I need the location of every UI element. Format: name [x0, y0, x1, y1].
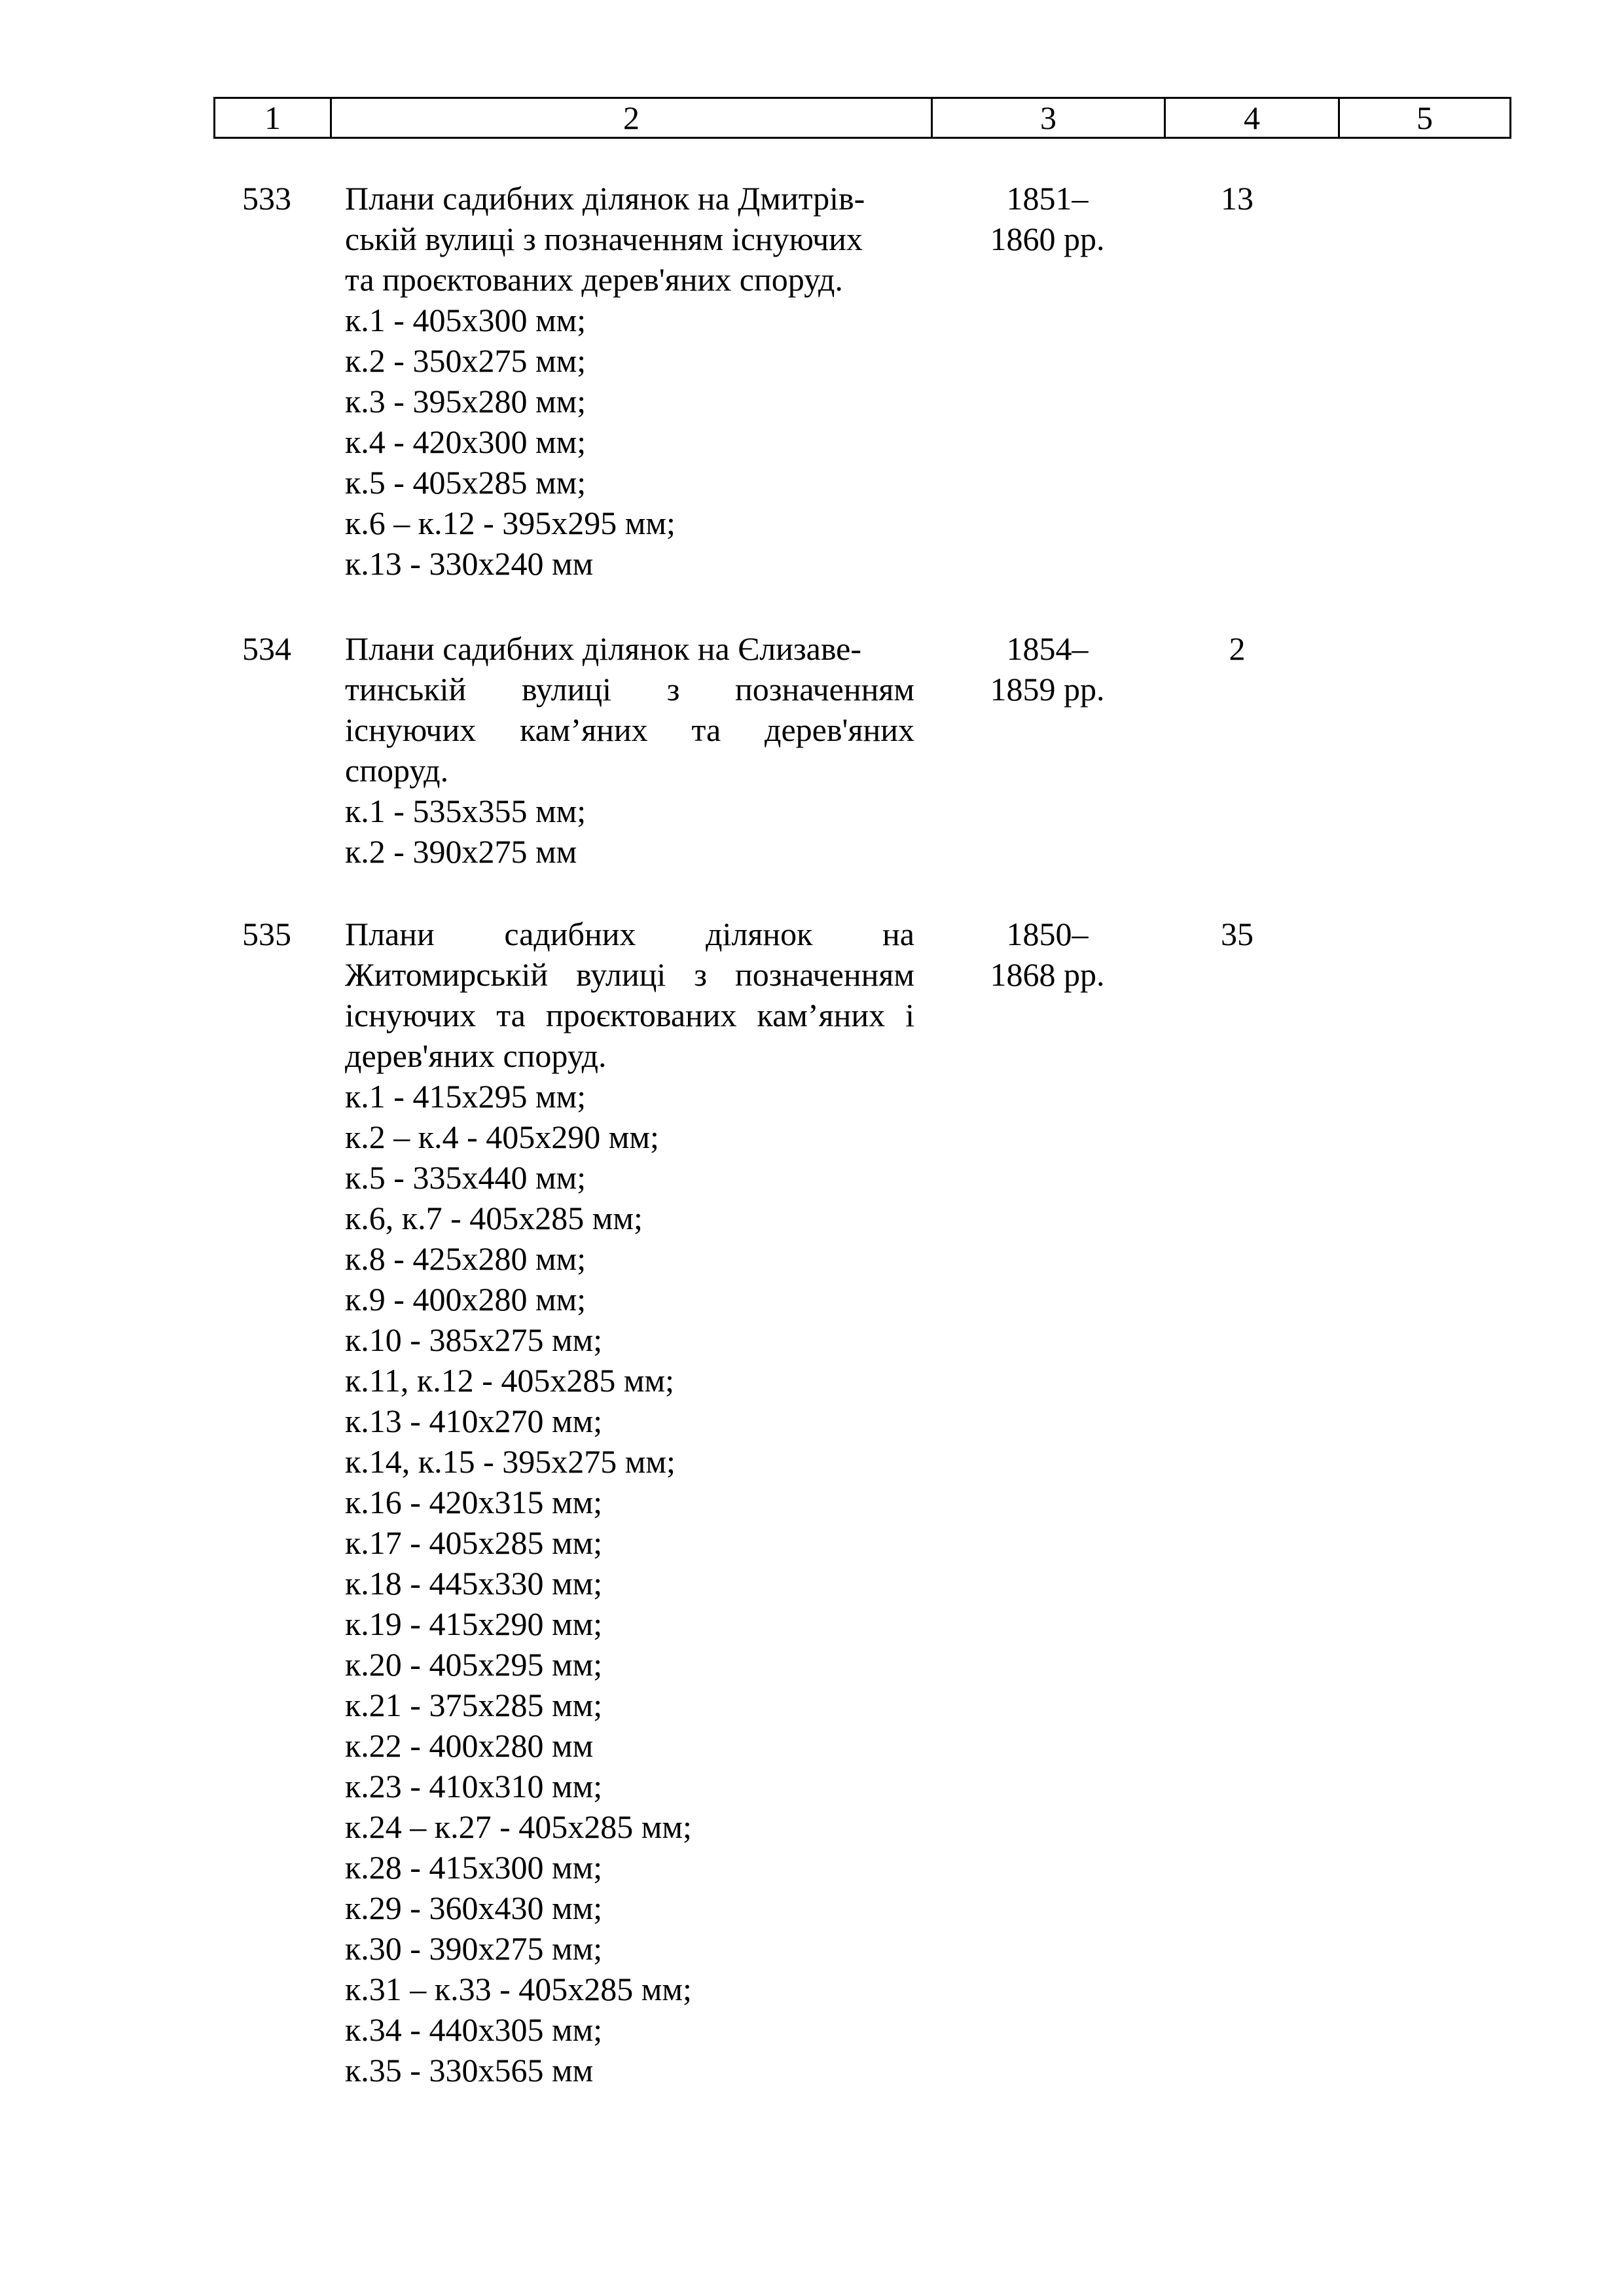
date-end: 1868 рр. — [990, 956, 1105, 993]
sheet-size-line: к.34 - 440х305 мм; — [345, 2011, 603, 2048]
entry-title-line: споруд. — [345, 752, 449, 789]
sheet-size-line: к.10 - 385х275 мм; — [345, 1321, 603, 1358]
sheet-size-line: к.1 - 415х295 мм; — [345, 1078, 586, 1115]
entry-title-line: існуючих та проєктованих кам’яних і — [345, 997, 914, 1033]
entry-description — [345, 178, 914, 584]
sheet-size-line: к.3 - 395х280 мм; — [345, 383, 586, 420]
entry-dates — [982, 628, 1113, 709]
entry-title-line: існуючих кам’яних та дерев'яних — [345, 711, 914, 748]
sheet-size-line: к.11, к.12 - 405х285 мм; — [345, 1362, 675, 1399]
entry-title-line: Плани садибних ділянок на Єлизаве- — [345, 630, 862, 667]
date-start: 1851– — [1006, 180, 1089, 217]
entry-title-line: тинській вулиці з позначенням — [345, 671, 914, 708]
entry-title-line: Плани садибних ділянок на Дмитрів- — [345, 180, 865, 217]
date-end: 1860 рр. — [990, 221, 1105, 257]
sheet-size-line: к.24 – к.27 - 405х285 мм; — [345, 1808, 692, 1845]
sheet-size-line: к.17 - 405х285 мм; — [345, 1524, 603, 1561]
sheet-size-line: к.20 - 405х295 мм; — [345, 1646, 603, 1683]
sheet-count: 2 — [1229, 630, 1246, 667]
column-header-5: 5 — [1339, 98, 1511, 138]
sheet-size-line: к.18 - 445х330 мм; — [345, 1565, 603, 1602]
sheet-size-line: к.2 - 350х275 мм; — [345, 342, 586, 379]
sheet-size-line: к.8 - 425х280 мм; — [345, 1240, 586, 1277]
column-header-1: 1 — [215, 98, 331, 138]
sheet-size-line: к.22 - 400х280 мм — [345, 1727, 594, 1764]
entry-dates — [982, 178, 1113, 259]
date-start: 1854– — [1006, 630, 1089, 667]
column-header-2: 2 — [331, 98, 932, 138]
entry-title-line: ській вулиці з позначенням існуючих — [345, 221, 863, 257]
entry-title-line: дерев'яних споруд. — [345, 1037, 607, 1074]
date-start: 1850– — [1006, 916, 1089, 952]
entry-number: 535 — [242, 916, 291, 952]
sheet-size-line: к.9 - 400х280 мм; — [345, 1281, 586, 1318]
column-header-table — [213, 97, 1511, 139]
entry-title-line: Плани садибних ділянок на — [345, 916, 914, 952]
sheet-size-line: к.6, к.7 - 405х285 мм; — [345, 1200, 643, 1236]
entry-description — [345, 914, 914, 2090]
sheet-size-line: к.35 - 330х565 мм — [345, 2052, 594, 2089]
sheet-size-line: к.23 - 410х310 мм; — [345, 1768, 603, 1804]
sheet-size-line: к.21 - 375х285 мм; — [345, 1687, 603, 1723]
sheet-size-line: к.2 – к.4 - 405х290 мм; — [345, 1119, 659, 1155]
column-header-row — [215, 98, 1511, 138]
entry-description — [345, 628, 914, 872]
sheet-size-line: к.13 - 410х270 мм; — [345, 1403, 603, 1439]
date-end: 1859 рр. — [990, 671, 1105, 708]
sheet-size-line: к.4 - 420х300 мм; — [345, 423, 586, 460]
sheet-count: 35 — [1221, 916, 1254, 952]
entry-number: 534 — [242, 630, 291, 667]
sheet-size-line: к.1 - 535х355 мм; — [345, 793, 586, 829]
sheet-size-line: к.16 - 420х315 мм; — [345, 1484, 603, 1520]
sheet-size-line: к.1 - 405х300 мм; — [345, 302, 586, 338]
sheet-size-line: к.5 - 405х285 мм; — [345, 464, 586, 501]
sheet-size-line: к.6 – к.12 - 395х295 мм; — [345, 505, 676, 541]
sheet-size-line: к.31 – к.33 - 405х285 мм; — [345, 1971, 692, 2007]
sheet-size-line: к.2 - 390х275 мм — [345, 833, 577, 870]
column-header-3: 3 — [932, 98, 1165, 138]
sheet-size-line: к.13 - 330х240 мм — [345, 545, 594, 582]
column-header-4: 4 — [1165, 98, 1339, 138]
entry-number: 533 — [242, 180, 291, 217]
entry-title-line: та проєктованих дерев'яних споруд. — [345, 261, 843, 298]
entry-dates — [982, 914, 1113, 995]
sheet-size-line: к.28 - 415х300 мм; — [345, 1849, 603, 1886]
sheet-size-line: к.19 - 415х290 мм; — [345, 1605, 603, 1642]
sheet-count: 13 — [1221, 180, 1254, 217]
sheet-size-line: к.30 - 390х275 мм; — [345, 1930, 603, 1967]
sheet-size-line: к.14, к.15 - 395х275 мм; — [345, 1443, 676, 1480]
entry-title-line: Житомирській вулиці з позначенням — [345, 956, 914, 993]
sheet-size-line: к.5 - 335х440 мм; — [345, 1159, 586, 1196]
sheet-size-line: к.29 - 360х430 мм; — [345, 1890, 603, 1926]
